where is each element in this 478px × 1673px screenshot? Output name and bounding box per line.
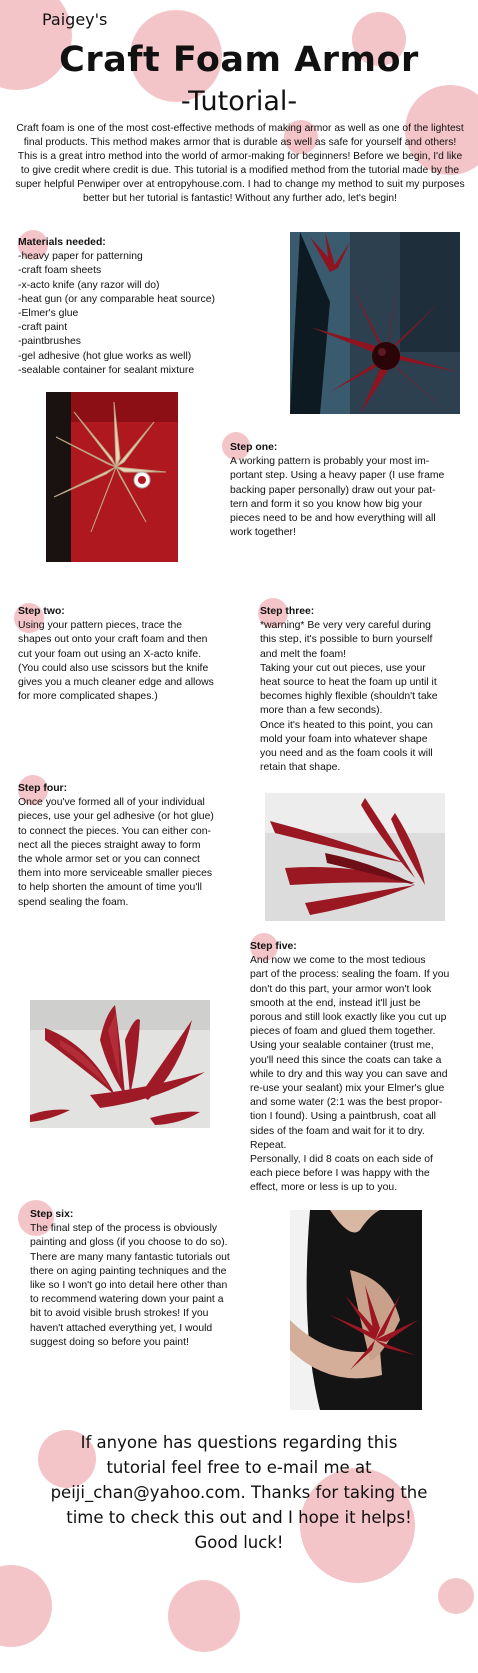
photo-worn-armor <box>290 1210 422 1410</box>
step-five-line: re-use your sealant) mix your Elmer's glue <box>250 1083 445 1095</box>
step-five-line: each piece before I was happy with the <box>250 1168 430 1180</box>
step-six-line: painting and gloss (if you choose to do so). <box>30 1237 228 1249</box>
step-five <box>250 940 472 1196</box>
step-three-line: and melt the foam! <box>260 648 347 660</box>
step-two <box>18 605 246 704</box>
step-two-line: shapes out onto your craft foam and then <box>18 634 208 646</box>
step-one-line: backing paper personally) draw out your pat- <box>230 484 436 496</box>
step-four <box>18 782 250 910</box>
step-two-line: gives you a much cleaner edge and allows <box>18 677 214 689</box>
material-item: -paintbrushes <box>18 336 81 348</box>
step-two-line: (You could also use scissors but the knife <box>18 662 209 674</box>
material-item: -Elmer's glue <box>18 308 79 320</box>
page-title: Craft Foam Armor <box>59 40 419 80</box>
step-four-line: them into more serviceable smaller pieces <box>18 868 213 880</box>
material-item: -gel adhesive (hot glue works as well) <box>18 350 192 362</box>
step-five-line: Using your sealable container (trust me, <box>250 1040 434 1052</box>
step-one-line: portant step. Using a heavy paper (I use frame <box>230 470 445 482</box>
material-item: -craft foam sheets <box>18 265 102 277</box>
step-six <box>30 1208 270 1350</box>
step-five-line: part of the process: sealing the foam. If you <box>250 969 450 981</box>
step-four-heading: Step four: <box>18 783 68 794</box>
step-one-line: work together! <box>230 527 296 539</box>
step-six-line: like so I won't go into detail here other than <box>30 1280 228 1292</box>
step-five-line: you'll need this since the coats can take a <box>250 1054 442 1066</box>
step-two-line: Using your pattern pieces, trace the <box>18 620 183 632</box>
step-five-heading: Step five: <box>250 941 297 952</box>
step-six-line: haven't attached everything yet, I would <box>30 1322 213 1334</box>
step-five-line: porous and still look exactly like you cut up <box>250 1012 447 1024</box>
photo-molded-foam <box>265 793 445 921</box>
step-three-line: you need and as the foam cools it will <box>260 748 433 760</box>
step-six-line: There are many many fantastic tutorials out <box>30 1251 230 1263</box>
decor-circle <box>168 1580 240 1652</box>
step-three-line: mold your foam into whatever shape <box>260 733 428 745</box>
decor-circle <box>0 1565 52 1647</box>
step-six-line: suggest doing so before you paint! <box>30 1336 189 1348</box>
step-three-line: this step, it's possible to burn yourself <box>260 634 433 646</box>
step-four-line: nect all the pieces straight away to form <box>18 839 201 851</box>
step-five-line: And now we come to the most tedious <box>250 955 426 967</box>
photo-paper-pattern <box>46 392 178 562</box>
intro-paragraph: Craft foam is one of the most cost-effective methods of making armor as well as one of the lightest final products. This method makes armor that is durable as well as safe for yourself and others! This is a great intro method into the world of armor-making for beginners! Before we begin, I'd like to give credit where credit is due. This tutorial is a modified method from the tutorial made by the super helpful Penwiper over at entropyhouse.com. I had to change my method to suit my purposes better but her tutorial is fantastic! Without any further ado, let's begin! <box>15 123 465 204</box>
step-six-line: The final step of the process is obviously <box>30 1223 218 1235</box>
closing-paragraph: If anyone has questions regarding this tutorial feel free to e-mail me at peiji_chan@yahoo.com. Thanks for taking the time to check this out and I hope it helps! Good luck! <box>50 1433 428 1552</box>
page-subtitle: -Tutorial- <box>180 86 298 117</box>
step-six-heading: Step six: <box>30 1209 74 1220</box>
step-five-line: sides of the foam and wait for it to dry. <box>250 1125 425 1137</box>
materials-heading: Materials needed: <box>18 237 106 248</box>
photo-finished-armor <box>290 232 460 414</box>
author-label: Paigey's <box>42 10 108 29</box>
step-three-line: more than a few seconds). <box>260 705 383 717</box>
step-four-line: spend sealing the foam. <box>18 896 129 908</box>
step-four-line: the whole armor set or you can connect <box>18 854 200 866</box>
step-three-line: Taking your cut out pieces, use your <box>260 662 426 674</box>
step-one-line: pieces need to be and how everything will all <box>230 513 436 525</box>
step-five-line: tion I found). Using a paintbrush, coat all <box>250 1111 436 1123</box>
step-five-line: while to dry and this way you can save and <box>250 1068 448 1080</box>
step-five-line: Personally, I did 8 coats on each side of <box>250 1154 433 1166</box>
step-two-line: cut your foam out using an X-acto knife. <box>18 648 202 660</box>
step-five-line: effect, more or less is up to you. <box>250 1182 398 1194</box>
step-one-line: A working pattern is probably your most im- <box>230 456 430 468</box>
step-three-line: retain that shape. <box>260 762 341 774</box>
step-five-line: and some water (2:1 was the best propor- <box>250 1097 443 1109</box>
step-one-line: tern and form it so you know how big your <box>230 498 423 510</box>
material-item: -sealable container for sealant mixture <box>18 364 195 376</box>
step-one-heading: Step one: <box>230 442 278 453</box>
step-one <box>230 441 470 540</box>
step-two-heading: Step two: <box>18 606 65 617</box>
step-three-line: Once it's heated to this point, you can <box>260 719 433 731</box>
decor-circle <box>438 1578 474 1614</box>
step-five-line: smooth at the end, instead it'll just be <box>250 997 421 1009</box>
step-six-line: bit to avoid visible brush strokes! If you <box>30 1308 209 1320</box>
step-four-line: pieces, use your gel adhesive (or hot glue) <box>18 811 214 823</box>
material-item: -x-acto knife (any razor will do) <box>18 279 160 291</box>
step-six-line: there on aging painting techniques and the <box>30 1265 227 1277</box>
step-six-line: to recommend watering down your paint a <box>30 1294 224 1306</box>
material-item: -craft paint <box>18 322 68 334</box>
step-three-line: heat source to heat the foam up until it <box>260 677 437 689</box>
step-five-line: pieces of foam and glued them together. <box>250 1026 436 1038</box>
step-four-line: to connect the pieces. You can either con- <box>18 825 211 837</box>
step-three-heading: Step three: <box>260 606 315 617</box>
material-item: -heat gun (or any comparable heat source) <box>18 293 215 305</box>
material-item: -heavy paper for patterning <box>18 251 143 263</box>
step-five-line: Repeat. <box>250 1139 287 1151</box>
materials-section <box>18 236 268 378</box>
step-three <box>260 605 472 775</box>
step-two-line: for more complicated shapes.) <box>18 691 158 703</box>
photo-sealed-foam <box>30 1000 210 1128</box>
step-four-line: to help shorten the amount of time you'll <box>18 882 202 894</box>
step-three-line: *warning* Be very very careful during <box>260 620 431 632</box>
step-four-line: Once you've formed all of your individual <box>18 797 205 809</box>
step-five-line: don't do this part, your armor won't look <box>250 983 432 995</box>
step-three-line: becomes highly flexible (shouldn't take <box>260 691 438 703</box>
